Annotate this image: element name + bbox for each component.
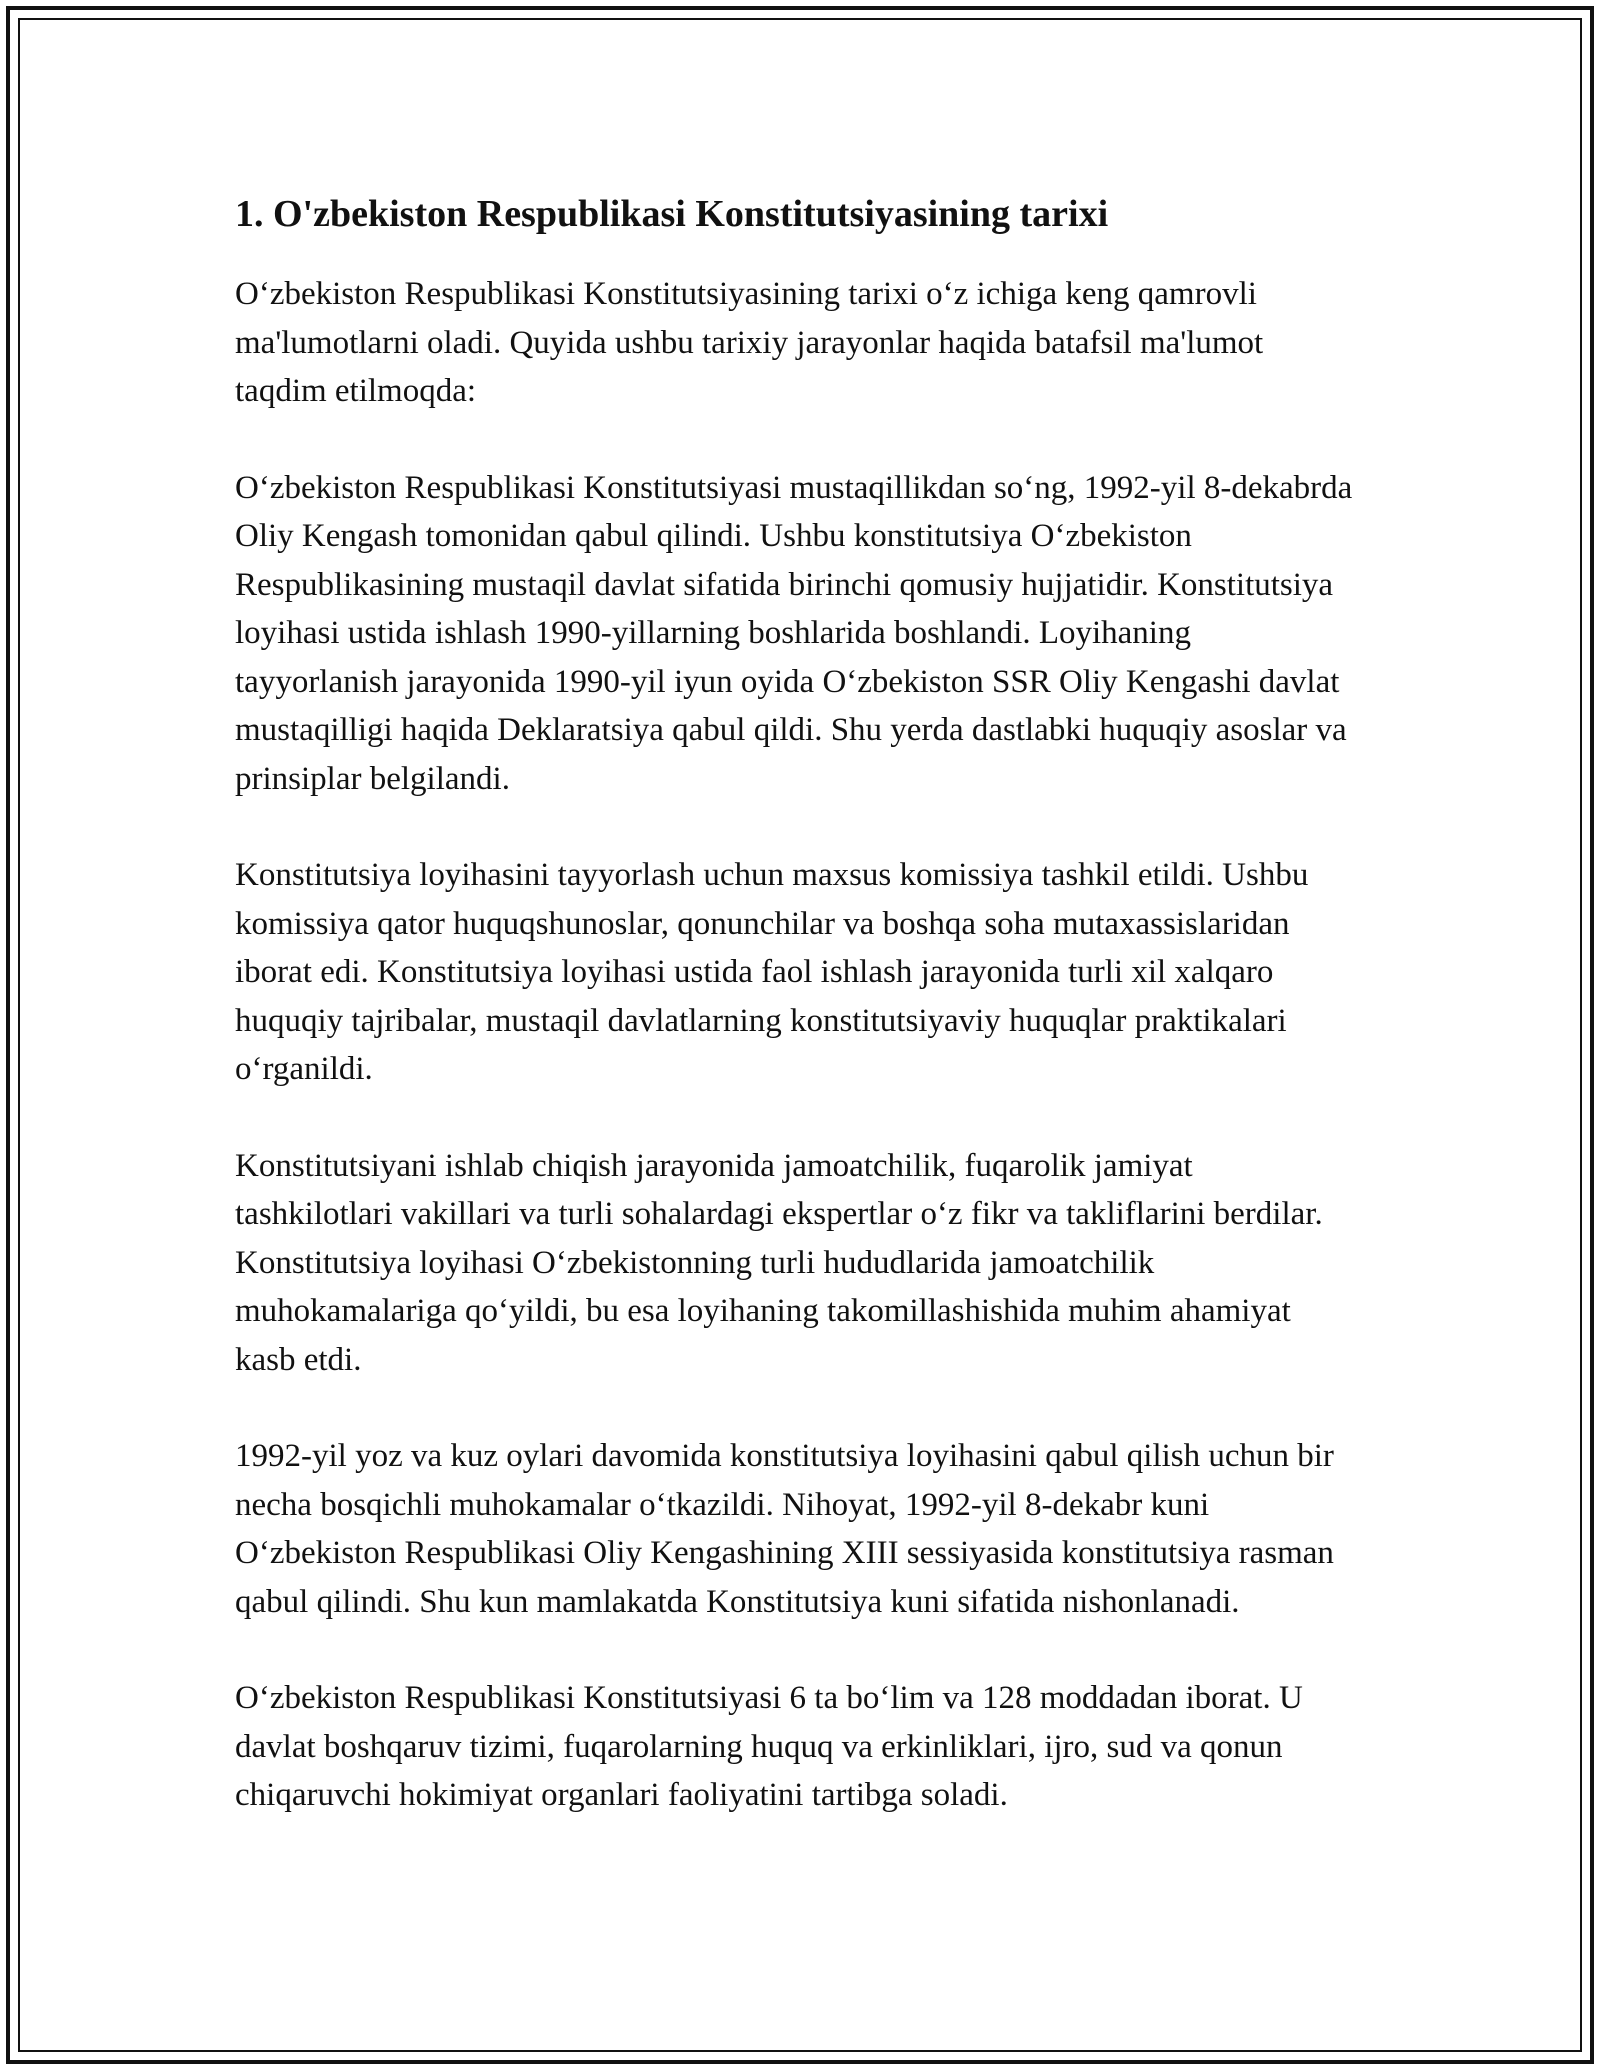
paragraph-public-discussion: Konstitutsiyani ishlab chiqish jarayonida jamoatchilik, fuqarolik jamiyat tashkilotlari vakillari va turli sohalardagi ekspertlar o‘z fikr va takliflarini berdilar. Konstitutsiya loyihasi O‘zbekistonning turli hududlarida jamoatchilik muhokamalariga qo‘yildi, bu esa loyihaning takomillashishida muhim ahamiyat kasb etdi.: [235, 1147, 1323, 1378]
document-body: [235, 186, 1355, 1820]
paragraph-commission: Konstitutsiya loyihasini tayyorlash uchun maxsus komissiya tashkil etildi. Ushbu komissiya qator huquqshunoslar, qonunchilar va boshqa soha mutaxassislaridan iborat edi. Konstitutsiya loyihasi ustida faol ishlash jarayonida turli xil xalqaro huquqiy tajribalar, mustaqil davlatlarning konstitutsiyaviy huquqlar praktikalari o‘rganildi.: [235, 857, 1309, 1087]
document-title: 1. O'zbekiston Respublikasi Konstitutsiyasining tarixi: [235, 193, 1109, 235]
paragraph-intro: O‘zbekiston Respublikasi Konstitutsiyasining tarixi o‘z ichiga keng qamrovli ma'lumotlarni oladi. Quyida ushbu tarixiy jarayonlar haqida batafsil ma'lumot taqdim etilmoqda:: [235, 276, 1264, 409]
paragraph-structure: O‘zbekiston Respublikasi Konstitutsiyasi 6 ta bo‘lim va 128 moddadan iborat. U davlat boshqaruv tizimi, fuqarolarning huquq va erkinliklari, ijro, sud va qonun chiqaruvchi hokimiyat organlari faoliyatini tartibga soladi.: [235, 1680, 1303, 1813]
paragraph-adoption: O‘zbekiston Respublikasi Konstitutsiyasi mustaqillikdan so‘ng, 1992-yil 8-dekabrda Oliy Kengash tomonidan qabul qilindi. Ushbu konstitutsiya O‘zbekiston Respublikasining mustaqil davlat sifatida birinchi qomusiy hujjatidir. Konstitutsiya loyihasi ustida ishlash 1990-yillarning boshlarida boshlandi. Loyihaning tayyorlanish jarayonida 1990-yil iyun oyida O‘zbekiston SSR Oliy Kengashi davlat mustaqilligi haqida Deklaratsiya qabul qildi. Shu yerda dastlabki huquqiy asoslar va prinsiplar belgilandi.: [235, 469, 1353, 797]
paragraph-final-adoption: 1992-yil yoz va kuz oylari davomida konstitutsiya loyihasini qabul qilish uchun bir necha bosqichli muhokamalar o‘tkazildi. Nihoyat, 1992-yil 8-dekabr kuni O‘zbekiston Respublikasi Oliy Kengashining XIII sessiyasida konstitutsiya rasman qabul qilindi. Shu kun mamlakatda Konstitutsiya kuni sifatida nishonlanadi.: [235, 1438, 1334, 1620]
